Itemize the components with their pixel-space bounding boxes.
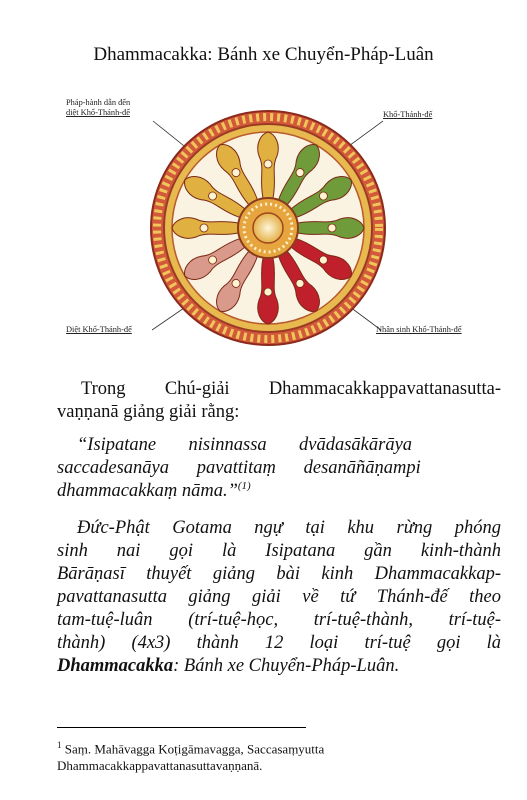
explanation-line: thành) (4x3) thành 12 loại trí-tuệ gọi là [57, 633, 501, 653]
footnote-number: 1 [57, 740, 62, 750]
intro-paragraph [57, 378, 501, 424]
wheel-hub-center [253, 213, 283, 243]
quote-line [57, 480, 501, 503]
explanation-line: Bārāṇasī thuyết giảng bài kinh Dhammacakkap- [57, 564, 501, 584]
quote-line-text: dhammacakkaṃ nāma.” [57, 481, 238, 501]
page-title: Dhammacakka: Bánh xe Chuyển-Pháp-Luân [93, 44, 434, 65]
quote-line: saccadesanāya pavattitaṃ desanāñāṇampi [57, 458, 421, 478]
explanation-line: Đức-Phật Gotama ngự tại khu rừng phóng [77, 518, 501, 538]
intro-line: Trong Chú-giải Dhammacakkappavattanasutta- [81, 379, 501, 399]
label-path-to-cessation [66, 98, 130, 118]
footnote-line: Dhammacakkappavattanasuttavaṇṇanā. [57, 758, 263, 774]
dhammacakka-term: Dhammacakka [57, 656, 174, 676]
pali-quote [57, 434, 501, 503]
explanation-line [57, 655, 501, 678]
explanation-paragraph [57, 517, 501, 678]
label-path-line-2: diệt Khổ-Thánh-đế [66, 108, 130, 117]
label-cessation: Diệt Khổ-Thánh-đế [66, 325, 132, 334]
dhammacakka-wheel-diagram [55, 88, 500, 360]
explanation-line: tam-tuệ-luân (trí-tuệ-học, trí-tuệ-thành, trí-tuệ- [57, 610, 501, 630]
explanation-line: sinh nai gọi là Isipatana gần kinh-thành [57, 541, 501, 561]
footnote-divider [57, 727, 306, 728]
footnote-line [57, 737, 501, 757]
intro-line: vaṇṇanā giảng giải rằng: [57, 402, 240, 422]
footnote [57, 737, 501, 774]
quote-line: “Isipatane nisinnassa dvādasākārāya [77, 435, 413, 455]
footnote-text: Saṃ. Mahāvagga Koṭigāmavagga, Saccasaṃyutta [61, 741, 325, 757]
footnote-ref[interactable]: (1) [237, 479, 251, 492]
label-origin: Nhân sinh Khổ-Thánh-đế [376, 325, 462, 334]
explanation-line-text: : Bánh xe Chuyển-Pháp-Luân. [173, 656, 400, 676]
label-path-line-1: Pháp-hành dẫn đến [66, 98, 131, 107]
explanation-line: pavattanasutta giảng giải về tứ Thánh-đế theo [57, 587, 501, 607]
label-suffering: Khổ-Thánh-đế [383, 110, 433, 119]
